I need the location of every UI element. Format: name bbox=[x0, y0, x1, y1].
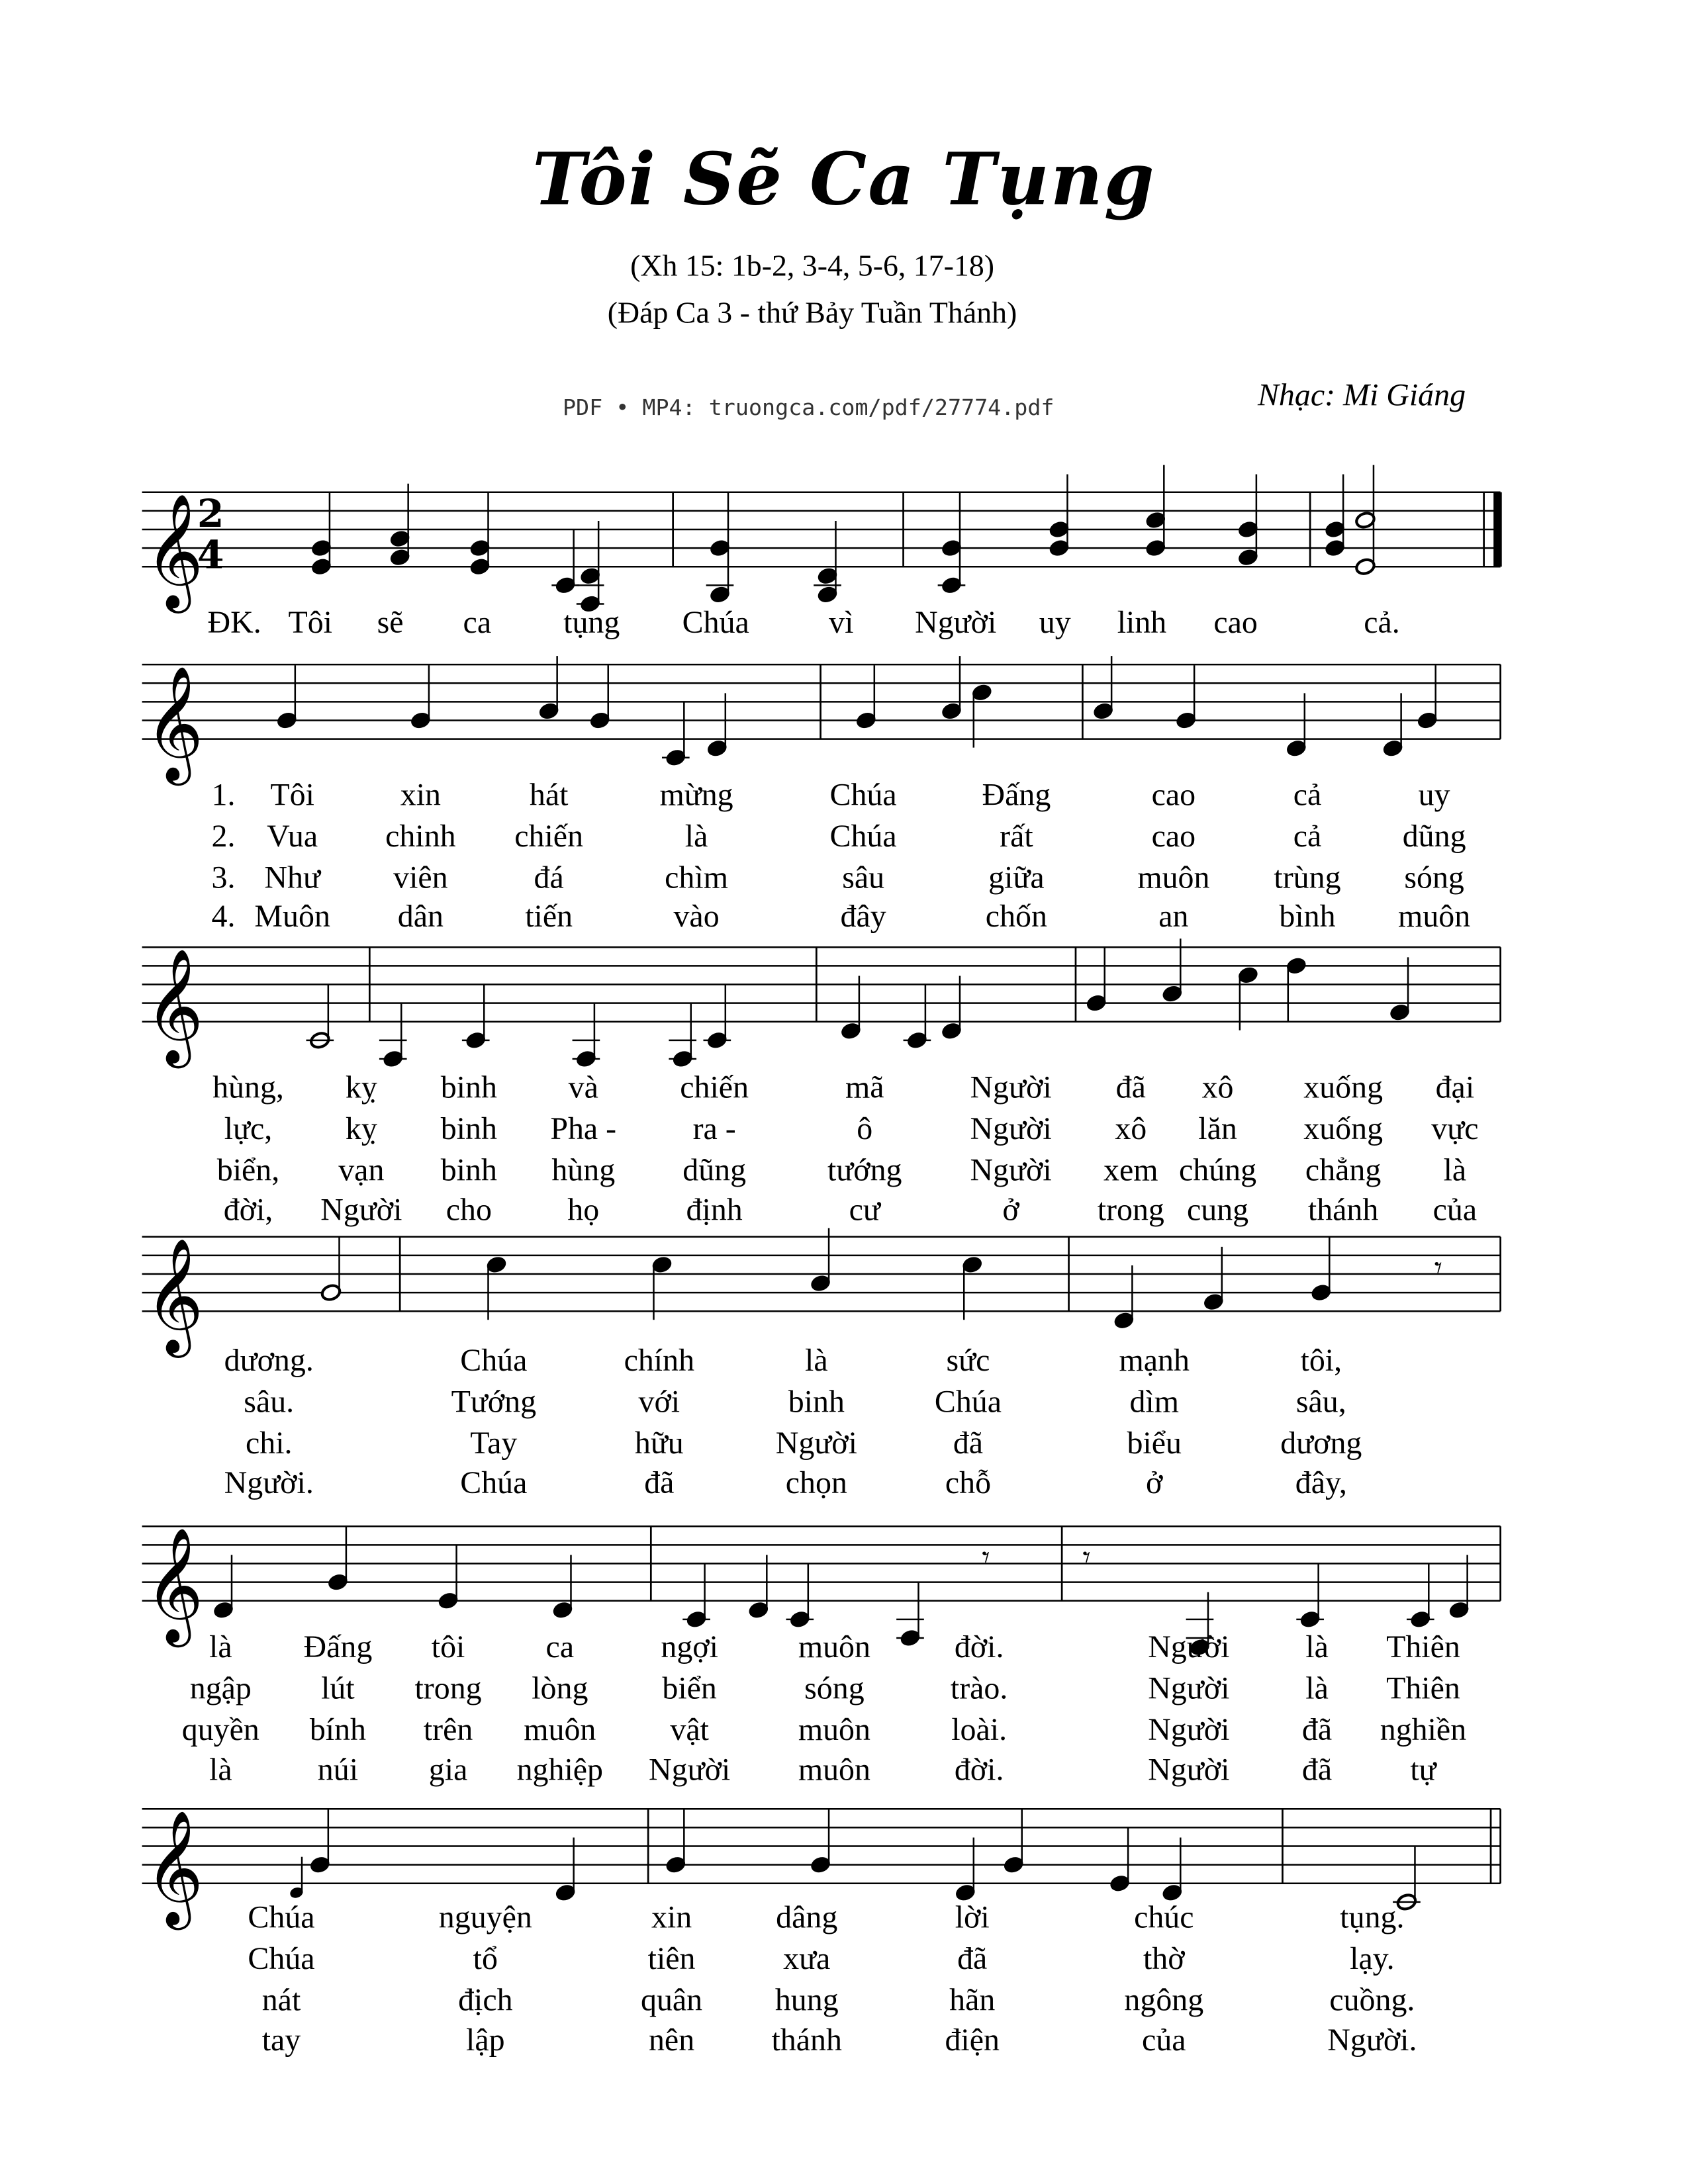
composer-credit: Nhạc: Mi Giáng bbox=[1257, 377, 1466, 412]
treble-clef-icon: 𝄞 bbox=[144, 1809, 204, 1925]
lyric-syllable: sóng bbox=[1404, 860, 1464, 895]
lyric-syllable: đã bbox=[1115, 1069, 1146, 1105]
lyric-syllable: tôi bbox=[431, 1629, 465, 1664]
lyric-syllable: dũng bbox=[1402, 819, 1466, 854]
lyric-syllable: cư bbox=[849, 1193, 880, 1228]
lyric-syllable: Chúa bbox=[460, 1465, 528, 1500]
lyric-syllable: thờ bbox=[1143, 1941, 1185, 1976]
lyric-syllable: của bbox=[1142, 2023, 1186, 2058]
lyric-syllable: sóng bbox=[804, 1670, 865, 1706]
lyric-syllable: bình bbox=[1279, 899, 1336, 934]
lyric-syllable: dân bbox=[397, 899, 444, 934]
lyric-syllable: dương bbox=[1280, 1426, 1362, 1461]
lyric-syllable: Tay bbox=[470, 1426, 518, 1461]
lyric-syllable: lời bbox=[955, 1899, 990, 1934]
lyric-syllable: gia bbox=[428, 1752, 468, 1787]
lyric-syllable: chi. bbox=[245, 1426, 293, 1461]
lyric-syllable: Người bbox=[1148, 1712, 1230, 1747]
lyric-syllable: vật bbox=[670, 1712, 709, 1747]
lyric-syllable: chiến bbox=[680, 1069, 749, 1105]
scripture-reference: (Xh 15: 1b-2, 3-4, 5-6, 17-18) bbox=[630, 248, 995, 283]
treble-clef-icon: 𝄞 bbox=[144, 1527, 204, 1643]
lyric-syllable: với bbox=[638, 1384, 680, 1419]
lyric-syllable: Người bbox=[1148, 1670, 1230, 1706]
lyric-syllable: tay bbox=[261, 2023, 301, 2058]
lyric-syllable: cả bbox=[1293, 819, 1322, 854]
lyric-syllable: xin bbox=[651, 1899, 692, 1934]
lyric-syllable: Đấng bbox=[303, 1629, 373, 1664]
treble-clef-icon: 𝄞 bbox=[144, 1238, 204, 1353]
lyric-syllable: đá bbox=[534, 860, 564, 895]
lyric-syllable: tụng bbox=[563, 605, 620, 640]
lyric-syllable: vì bbox=[829, 605, 854, 640]
final-barline bbox=[1493, 492, 1501, 567]
lyric-syllable: chỗ bbox=[945, 1465, 992, 1500]
lyric-syllable: điện bbox=[945, 2023, 1000, 2058]
treble-clef-icon: 𝄞 bbox=[144, 665, 204, 781]
lyric-syllable: hữu bbox=[634, 1426, 684, 1461]
lyric-syllable: Chúa bbox=[829, 819, 897, 854]
lyric-syllable: Thiên bbox=[1386, 1670, 1460, 1706]
lyric-syllable: nghiệp bbox=[516, 1752, 604, 1787]
lyric-syllable: Người bbox=[1148, 1629, 1230, 1664]
time-signature-bottom: 4 bbox=[197, 531, 224, 578]
lyric-syllable: tiên bbox=[647, 1941, 696, 1976]
lyric-syllable: tự bbox=[1410, 1752, 1436, 1787]
eighth-rest-icon: 𝄾 bbox=[982, 1539, 990, 1575]
lyric-syllable: trong bbox=[1097, 1193, 1164, 1228]
lyric-syllable: muôn bbox=[1398, 899, 1471, 934]
lyric-syllable: thánh bbox=[771, 2023, 842, 2058]
lyric-syllable: uy bbox=[1418, 777, 1450, 813]
lyric-syllable: cao bbox=[1213, 605, 1258, 640]
lyric-syllable: Đấng bbox=[982, 777, 1051, 813]
lyric-syllable: định bbox=[686, 1193, 743, 1228]
lyric-syllable: chính bbox=[624, 1343, 695, 1378]
lyric-syllable: cuồng. bbox=[1329, 1982, 1415, 2017]
lyric-syllable: bính bbox=[309, 1712, 367, 1747]
source-link[interactable]: PDF • MP4: truongca.com/pdf/27774.pdf bbox=[562, 394, 1055, 421]
lyric-syllable: đã bbox=[1301, 1752, 1333, 1787]
liturgical-occasion: (Đáp Ca 3 - thứ Bảy Tuần Thánh) bbox=[607, 295, 1017, 330]
lyric-syllable: cung bbox=[1186, 1193, 1249, 1228]
lyric-syllable: lòng bbox=[532, 1670, 588, 1706]
verse-label: 1. bbox=[211, 777, 236, 813]
lyric-syllable: trùng bbox=[1274, 860, 1341, 895]
lyric-syllable: chinh bbox=[385, 819, 456, 854]
lyric-syllable: dương. bbox=[224, 1343, 314, 1378]
lyric-syllable: vạn bbox=[338, 1152, 385, 1187]
lyric-syllable: muôn bbox=[798, 1712, 870, 1747]
lyric-syllable: là bbox=[684, 819, 708, 854]
lyric-syllable: nghiền bbox=[1380, 1712, 1467, 1747]
lyric-syllable: là bbox=[1443, 1152, 1467, 1187]
lyric-syllable: dâng bbox=[776, 1899, 838, 1934]
lyric-syllable: là bbox=[209, 1752, 232, 1787]
lyric-syllable: ở bbox=[1146, 1465, 1163, 1500]
lyric-syllable: xưa bbox=[783, 1941, 831, 1976]
lyric-syllable: hãn bbox=[949, 1982, 996, 2017]
lyric-syllable: Muôn bbox=[254, 899, 330, 934]
verse-label: 4. bbox=[211, 899, 236, 934]
lyric-syllable: ô bbox=[857, 1111, 873, 1146]
lyric-syllable: địch bbox=[458, 1982, 513, 2017]
lyric-syllable: Chúa bbox=[460, 1343, 528, 1378]
lyric-syllable: đời, bbox=[223, 1193, 273, 1228]
lyric-syllable: lạy. bbox=[1350, 1941, 1395, 1976]
lyric-syllable: xem bbox=[1103, 1152, 1158, 1187]
lyric-syllable: dìm bbox=[1129, 1384, 1179, 1419]
lyric-syllable: linh bbox=[1117, 605, 1167, 640]
lyric-syllable: đời. bbox=[954, 1752, 1004, 1787]
lyric-syllable: mạnh bbox=[1119, 1343, 1190, 1378]
lyric-syllable: muôn bbox=[1137, 860, 1210, 895]
lyric-syllable: Người bbox=[1148, 1752, 1230, 1787]
lyric-syllable: sẽ bbox=[377, 605, 404, 640]
lyric-syllable: tổ bbox=[473, 1941, 498, 1976]
lyric-syllable: ca bbox=[463, 605, 492, 640]
lyric-syllable: tôi, bbox=[1300, 1343, 1342, 1378]
lyric-syllable: trên bbox=[423, 1712, 473, 1747]
lyric-syllable: Chúa bbox=[248, 1899, 315, 1934]
lyric-syllable: là bbox=[1305, 1670, 1329, 1706]
lyric-syllable: muôn bbox=[798, 1629, 870, 1664]
lyric-syllable: xin bbox=[400, 777, 442, 813]
lyric-syllable: thánh bbox=[1307, 1193, 1379, 1228]
lyric-syllable: đây bbox=[840, 899, 886, 934]
lyric-syllable: là bbox=[805, 1343, 828, 1378]
lyric-syllable: chẳng bbox=[1305, 1152, 1382, 1187]
lyric-syllable: Người bbox=[970, 1152, 1052, 1187]
lyric-syllable: Người bbox=[775, 1426, 857, 1461]
lyric-syllable: Tôi bbox=[288, 605, 333, 640]
lyric-syllable: tụng. bbox=[1340, 1899, 1405, 1934]
lyric-syllable: Chúa bbox=[934, 1384, 1002, 1419]
lyric-syllable: núi bbox=[317, 1752, 359, 1787]
lyric-syllable: tướng bbox=[827, 1152, 902, 1187]
lyric-syllable: ra - bbox=[692, 1111, 736, 1146]
lyric-syllable: biểu bbox=[1127, 1426, 1182, 1461]
lyric-syllable: mã bbox=[845, 1069, 884, 1105]
lyric-syllable: Tướng bbox=[451, 1384, 537, 1419]
lyric-syllable: lực, bbox=[224, 1111, 273, 1146]
lyric-syllable: Người. bbox=[1327, 2023, 1417, 2058]
lyric-syllable: Người bbox=[970, 1111, 1052, 1146]
treble-clef-icon: 𝄞 bbox=[144, 948, 204, 1064]
lyric-syllable: Vua bbox=[267, 819, 318, 854]
lyric-syllable: binh bbox=[788, 1384, 845, 1419]
lyric-syllable: muôn bbox=[798, 1752, 870, 1787]
lyric-syllable: trong bbox=[414, 1670, 482, 1706]
lyric-syllable: đã bbox=[644, 1465, 675, 1500]
lyric-syllable: giữa bbox=[988, 860, 1045, 895]
lyric-syllable: đã bbox=[953, 1426, 984, 1461]
lyric-syllable: quân bbox=[640, 1982, 703, 2017]
lyric-syllable: hùng bbox=[551, 1152, 616, 1187]
lyric-syllable: ngông bbox=[1124, 1982, 1204, 2017]
lyric-syllable: chúc bbox=[1134, 1899, 1194, 1934]
lyric-syllable: cao bbox=[1151, 819, 1196, 854]
lyric-syllable: vào bbox=[673, 899, 720, 934]
lyric-syllable: và bbox=[568, 1069, 598, 1105]
lyric-syllable: vực bbox=[1431, 1111, 1479, 1146]
lyric-syllable: muôn bbox=[524, 1712, 596, 1747]
lyric-syllable: binh bbox=[440, 1152, 497, 1187]
lyric-syllable: lập bbox=[466, 2023, 505, 2058]
lyric-syllable: sâu. bbox=[244, 1384, 295, 1419]
lyric-syllable: ở bbox=[1002, 1193, 1019, 1228]
lyric-syllable: xuống bbox=[1303, 1069, 1383, 1105]
lyric-syllable: Người bbox=[649, 1752, 731, 1787]
time-signature-top: 2 bbox=[197, 490, 224, 536]
lyric-syllable: đại bbox=[1435, 1069, 1475, 1105]
lyric-syllable: cả bbox=[1293, 777, 1322, 813]
lyric-syllable: Tôi bbox=[270, 777, 314, 813]
lyric-syllable: binh bbox=[440, 1069, 497, 1105]
lyric-syllable: biển bbox=[662, 1670, 717, 1706]
lyric-syllable: xô bbox=[1201, 1069, 1234, 1105]
lyric-syllable: hùng, bbox=[212, 1069, 284, 1105]
lyric-syllable: của bbox=[1432, 1193, 1477, 1228]
lyric-syllable: ngợi bbox=[661, 1629, 718, 1664]
verse-label: 3. bbox=[211, 860, 236, 895]
lyric-syllable: nguyện bbox=[438, 1899, 532, 1934]
lyric-syllable: mừng bbox=[659, 777, 733, 813]
verse-label: 2. bbox=[211, 819, 236, 854]
lyric-syllable: đã bbox=[957, 1941, 988, 1976]
lyric-syllable: chiến bbox=[514, 819, 584, 854]
lyric-syllable: rất bbox=[1000, 819, 1033, 854]
lyric-syllable: Pha - bbox=[550, 1111, 617, 1146]
lyric-syllable: Chúa bbox=[248, 1941, 315, 1976]
lyric-syllable: chìm bbox=[665, 860, 728, 895]
lyric-syllable: uy bbox=[1039, 605, 1071, 640]
lyric-syllable: nên bbox=[648, 2023, 695, 2058]
lyric-syllable: sâu, bbox=[1295, 1384, 1346, 1419]
lyric-syllable: cho bbox=[445, 1193, 492, 1228]
lyric-syllable: trào. bbox=[950, 1670, 1008, 1706]
treble-clef-icon: 𝄞 bbox=[144, 493, 204, 609]
lyric-syllable: cả. bbox=[1364, 605, 1400, 640]
lyric-syllable: lút bbox=[321, 1670, 355, 1706]
lyric-syllable: Người bbox=[320, 1193, 402, 1228]
lyric-syllable: sức bbox=[946, 1343, 990, 1378]
lyric-syllable: Người. bbox=[224, 1465, 314, 1500]
lyric-syllable: đời. bbox=[954, 1629, 1004, 1664]
lyric-syllable: quyền bbox=[181, 1712, 259, 1747]
lyric-syllable: nát bbox=[261, 1982, 301, 2017]
eighth-rest-icon: 𝄾 bbox=[1434, 1250, 1442, 1286]
lyric-syllable: họ bbox=[567, 1193, 600, 1228]
lyric-syllable: Thiên bbox=[1386, 1629, 1460, 1664]
lyric-syllable: dũng bbox=[682, 1152, 747, 1187]
lyric-syllable: an bbox=[1158, 899, 1189, 934]
lyric-syllable: sâu bbox=[842, 860, 885, 895]
lyric-syllable: lăn bbox=[1198, 1111, 1237, 1146]
lyric-syllable: Chúa bbox=[682, 605, 749, 640]
lyric-syllable: chốn bbox=[985, 899, 1047, 934]
lyric-syllable: Người bbox=[970, 1069, 1052, 1105]
lyric-syllable: Người bbox=[915, 605, 997, 640]
lyric-syllable: Chúa bbox=[829, 777, 897, 813]
verse-label: ĐK. bbox=[207, 605, 261, 640]
lyric-syllable: kỵ bbox=[345, 1111, 377, 1146]
eighth-rest-icon: 𝄾 bbox=[1082, 1539, 1091, 1575]
lyric-syllable: chọn bbox=[785, 1465, 847, 1500]
lyric-syllable: xuống bbox=[1303, 1111, 1383, 1146]
lyric-syllable: là bbox=[1305, 1629, 1329, 1664]
lyric-syllable: loài. bbox=[951, 1712, 1008, 1747]
lyric-syllable: chúng bbox=[1178, 1152, 1257, 1187]
lyric-syllable: cao bbox=[1151, 777, 1196, 813]
lyric-syllable: hung bbox=[774, 1982, 839, 2017]
lyric-syllable: viên bbox=[393, 860, 448, 895]
lyric-syllable: xô bbox=[1115, 1111, 1147, 1146]
song-title: Tôi Sẽ Ca Tụng bbox=[532, 138, 1156, 222]
lyric-syllable: biển, bbox=[216, 1152, 280, 1187]
lyric-syllable: đây, bbox=[1295, 1465, 1347, 1500]
lyric-syllable: đã bbox=[1301, 1712, 1333, 1747]
lyric-syllable: ca bbox=[545, 1629, 575, 1664]
lyric-syllable: binh bbox=[440, 1111, 497, 1146]
lyric-syllable: Như bbox=[264, 860, 320, 895]
lyric-syllable: kỵ bbox=[345, 1069, 377, 1105]
lyric-syllable: ngập bbox=[189, 1670, 252, 1706]
lyric-syllable: là bbox=[209, 1629, 232, 1664]
lyric-syllable: hát bbox=[529, 777, 569, 813]
lyric-syllable: tiến bbox=[525, 899, 573, 934]
